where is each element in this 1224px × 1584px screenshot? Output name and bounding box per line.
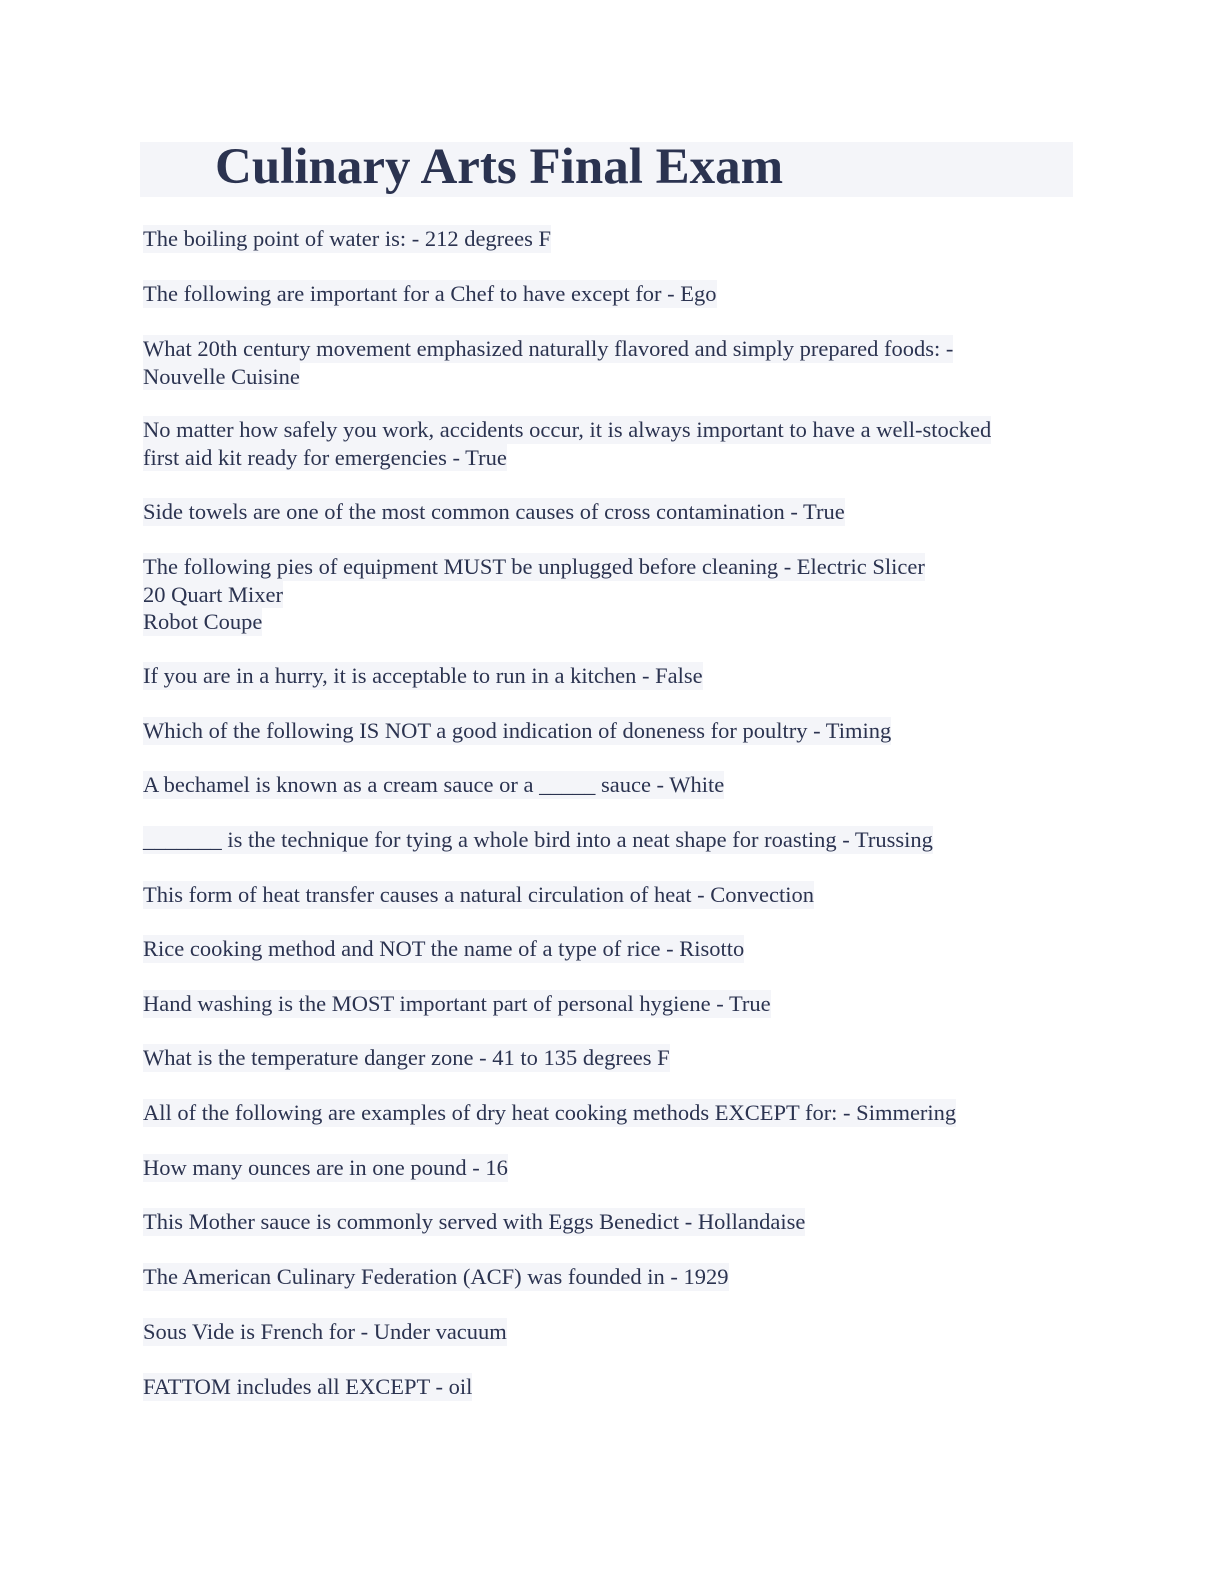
question-item — [143, 553, 925, 636]
question-item — [143, 1263, 729, 1291]
question-item — [143, 335, 953, 390]
question-line: FATTOM includes all EXCEPT - oil — [143, 1374, 473, 1399]
question-item — [143, 1318, 507, 1346]
question-item — [143, 771, 724, 799]
question-item — [143, 1099, 956, 1127]
question-item — [143, 1208, 805, 1236]
question-line: This form of heat transfer causes a natural circulation of heat - Convection — [143, 882, 814, 907]
question-line: No matter how safely you work, accidents occur, it is always important to have a well-stocked — [143, 417, 992, 442]
question-item — [143, 826, 933, 854]
question-line: This Mother sauce is commonly served with Eggs Benedict - Hollandaise — [143, 1209, 806, 1234]
question-line: Which of the following IS NOT a good indication of doneness for poultry - Timing — [143, 718, 892, 743]
answer-line: Robot Coupe — [143, 609, 263, 634]
question-line: All of the following are examples of dry heat cooking methods EXCEPT for: - Simmering — [143, 1100, 957, 1125]
question-item — [143, 280, 717, 308]
question-item — [143, 1373, 472, 1401]
question-line: If you are in a hurry, it is acceptable to run in a kitchen - False — [143, 663, 703, 688]
question-line: The following are important for a Chef to have except for - Ego — [143, 281, 717, 306]
question-item — [143, 717, 891, 745]
question-line: The American Culinary Federation (ACF) was founded in - 1929 — [143, 1264, 729, 1289]
question-item — [143, 990, 771, 1018]
question-line: How many ounces are in one pound - 16 — [143, 1155, 508, 1180]
question-line: _______ is the technique for tying a whole bird into a neat shape for roasting - Trussing — [143, 827, 933, 852]
question-line: A bechamel is known as a cream sauce or a _____ sauce - White — [143, 772, 725, 797]
answer-line: 20 Quart Mixer — [143, 581, 283, 607]
question-item — [143, 416, 991, 471]
question-item — [143, 935, 744, 963]
answer-line: first aid kit ready for emergencies - True — [143, 444, 507, 470]
question-line: The following pies of equipment MUST be unplugged before cleaning - Electric Slicer — [143, 554, 925, 579]
title-banner — [140, 139, 1073, 197]
question-item — [143, 1044, 670, 1072]
question-line: What 20th century movement emphasized naturally flavored and simply prepared foods: - — [143, 336, 954, 361]
question-line: Hand washing is the MOST important part of personal hygiene - True — [143, 991, 771, 1016]
question-item — [143, 225, 551, 253]
question-line: The boiling point of water is: - 212 degrees F — [143, 226, 552, 251]
question-line: Side towels are one of the most common causes of cross contamination - True — [143, 499, 845, 524]
page-title: Culinary Arts Final Exam — [215, 139, 784, 195]
answer-line: Nouvelle Cuisine — [143, 363, 300, 389]
question-item — [143, 881, 814, 909]
question-item — [143, 662, 703, 690]
question-item — [143, 498, 845, 526]
question-line: Rice cooking method and NOT the name of a type of rice - Risotto — [143, 936, 745, 961]
question-line: Sous Vide is French for - Under vacuum — [143, 1319, 507, 1344]
question-item — [143, 1154, 508, 1182]
question-line: What is the temperature danger zone - 41 to 135 degrees F — [143, 1045, 670, 1070]
